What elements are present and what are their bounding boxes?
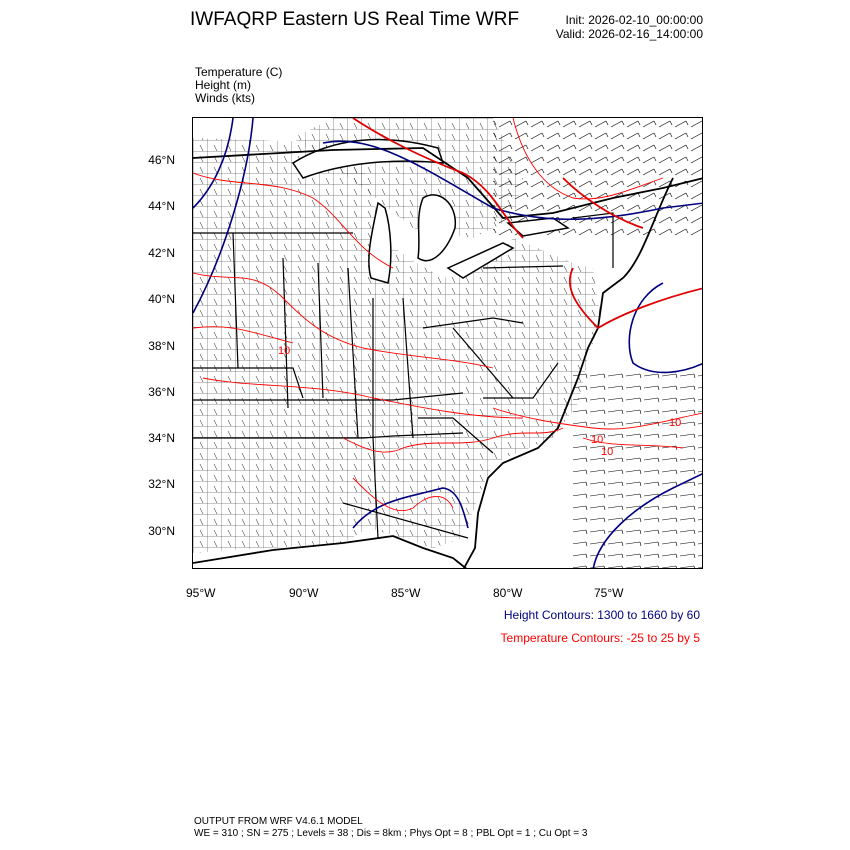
lon-label-75: 75°W (594, 586, 624, 600)
lake-huron (418, 195, 455, 261)
map-title: IWFAQRP Eastern US Real Time WRF (190, 9, 520, 30)
field-temperature: Temperature (C) (195, 65, 283, 79)
valid-time: Valid: 2026-02-16_14:00:00 (555, 27, 703, 41)
north-wind-barbs (493, 118, 703, 238)
weather-map (193, 118, 703, 569)
lon-label-80: 80°W (493, 586, 523, 600)
field-winds: Winds (kts) (195, 91, 255, 105)
lat-label-44: 44°N (148, 199, 175, 213)
lon-label-95: 95°W (186, 586, 216, 600)
lat-label-36: 36°N (148, 385, 175, 399)
lat-label-30: 30°N (148, 524, 175, 538)
lon-label-85: 85°W (391, 586, 421, 600)
lat-label-46: 46°N (148, 153, 175, 167)
model-info-line2: WE = 310 ; SN = 275 ; Levels = 38 ; Dis = 8km ; Phys Opt = 8 ; PBL Opt = 1 ; Cu Opt = 3 (194, 828, 588, 839)
height-contour-legend: Height Contours: 1300 to 1660 by 60 (503, 608, 700, 622)
contour-label: 10 (601, 446, 614, 458)
lat-label-42: 42°N (148, 246, 175, 260)
field-height: Height (m) (195, 78, 252, 92)
map-panel (192, 117, 703, 569)
lat-label-38: 38°N (148, 339, 175, 353)
ocean-wind-barbs (573, 368, 703, 569)
lat-label-34: 34°N (148, 431, 175, 445)
lon-label-90: 90°W (289, 586, 319, 600)
contour-label: 10 (669, 417, 682, 429)
contour-label: 10 (591, 434, 604, 446)
lat-label-32: 32°N (148, 477, 175, 491)
temperature-contour-legend: Temperature Contours: -25 to 25 by 5 (500, 631, 700, 645)
contour-label: 10 (278, 345, 291, 357)
init-time: Init: 2026-02-10_00:00:00 (565, 13, 703, 27)
model-info-line1: OUTPUT FROM WRF V4.6.1 MODEL (194, 816, 363, 827)
lat-label-40: 40°N (148, 292, 175, 306)
